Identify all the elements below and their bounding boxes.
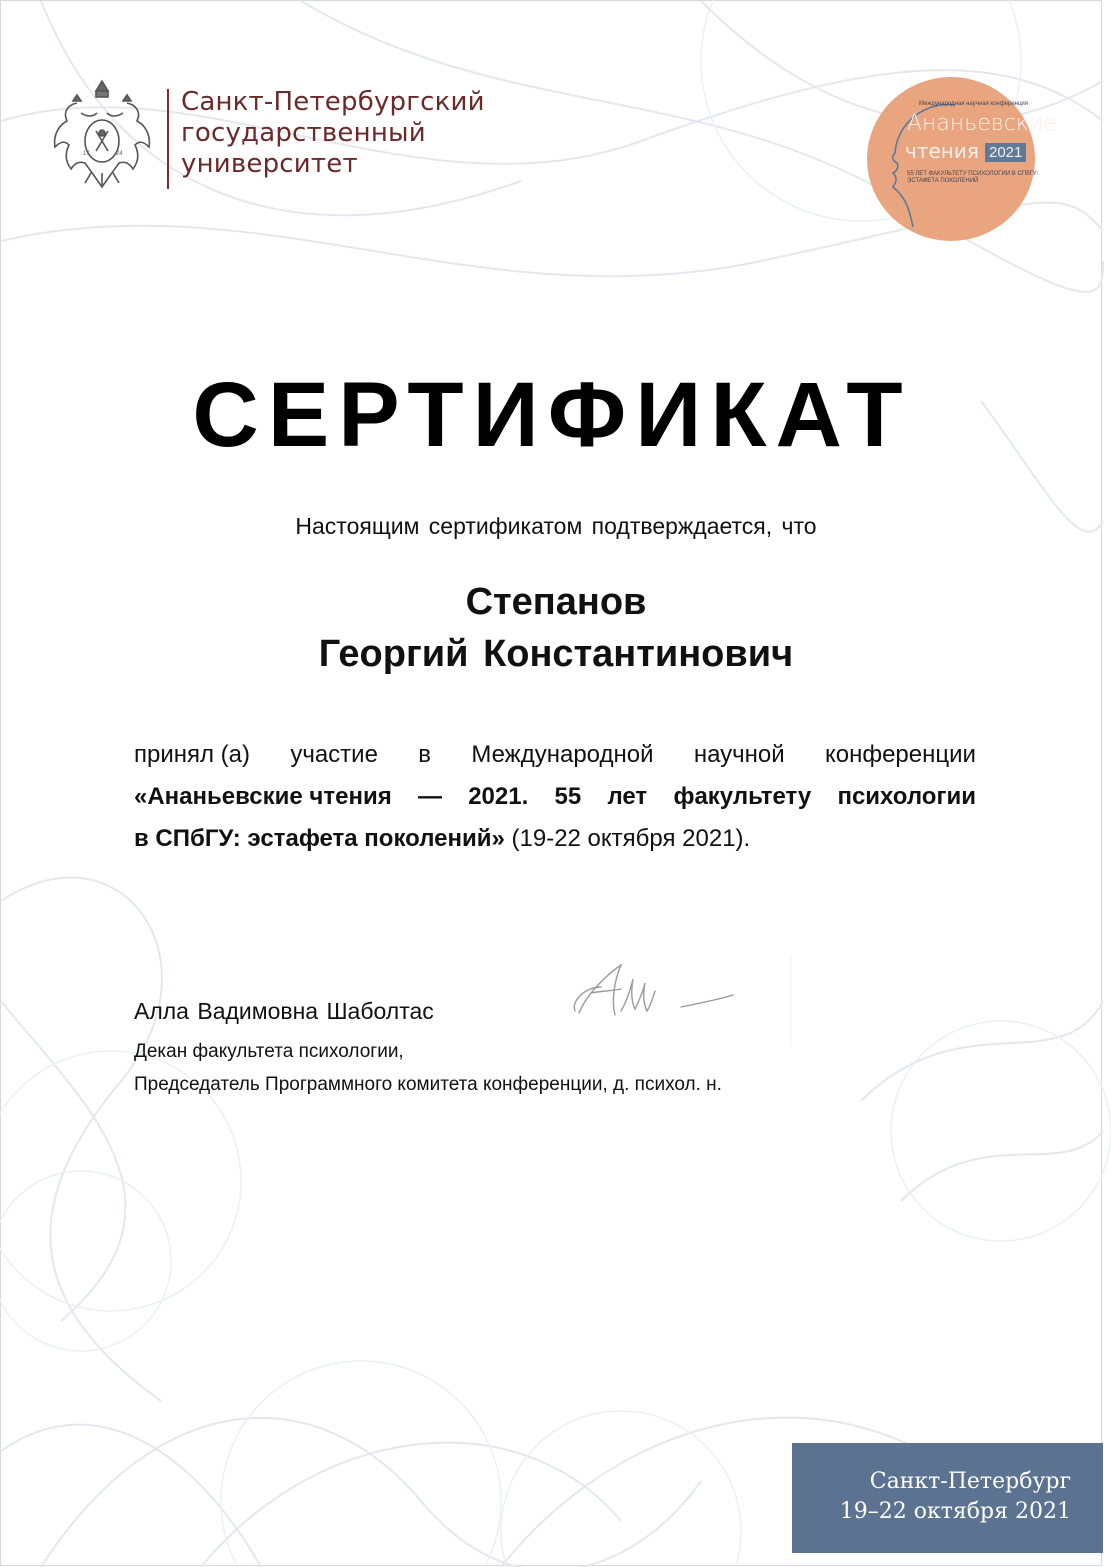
- signatory-role: Декан факультета психологии,: [134, 1041, 404, 1062]
- conference-badge: [867, 77, 1057, 241]
- logo-divider: [167, 89, 169, 189]
- participation-line-1: принял (а) участие в Международной научной конференции: [134, 741, 976, 768]
- badge-title-line1: Ананьевские: [907, 111, 1057, 136]
- certificate-title: СЕРТИФИКАТ: [192, 364, 912, 466]
- footer-location-box: [792, 1443, 1103, 1553]
- recipient-name: [1, 576, 1111, 680]
- footer-dates: 19–22 октября 2021: [839, 1499, 1071, 1524]
- double-headed-eagle-icon: [47, 73, 157, 197]
- recipient-surname: Степанов: [465, 581, 647, 623]
- intro-text: Настоящим сертификатом подтверждается, что: [295, 513, 817, 539]
- recipient-given-names: Георгий Константинович: [318, 633, 794, 675]
- badge-title-line2: чтения: [905, 139, 979, 163]
- participation-text: [134, 734, 976, 860]
- emblem-year-right: 24: [116, 151, 123, 157]
- signatory-committee-role: Председатель Программного комитета конференции, д. психол. н.: [134, 1074, 722, 1095]
- footer-city: Санкт-Петербург: [869, 1469, 1071, 1494]
- badge-year: 2021: [985, 143, 1026, 162]
- conference-dates: (19-22 октября 2021).: [504, 825, 751, 852]
- participation-line-2: «Ананьевские чтения — 2021. 55 лет факультету психологии: [134, 783, 976, 810]
- university-name-line: государственный: [181, 118, 426, 148]
- badge-bottom-line2: ЭСТАФЕТА ПОКОЛЕНИЙ: [907, 178, 979, 184]
- conference-name-end: в СПбГУ: эстафета поколений»: [134, 825, 505, 852]
- badge-top-text: Международная научная конференция: [919, 101, 1029, 107]
- handwritten-signature: [561, 951, 801, 1051]
- university-name-line: Санкт-Петербургский: [181, 87, 485, 117]
- participation-line-3: [134, 818, 976, 860]
- badge-bottom-line1: 55 ЛЕТ ФАКУЛЬТЕТУ ПСИХОЛОГИИ В СПбГУ:: [907, 171, 1039, 177]
- emblem-year-left: 17: [83, 151, 90, 157]
- university-name-line: университет: [181, 149, 358, 179]
- university-name: [181, 87, 485, 180]
- signatory-name: Алла Вадимовна Шаболтас: [134, 998, 434, 1024]
